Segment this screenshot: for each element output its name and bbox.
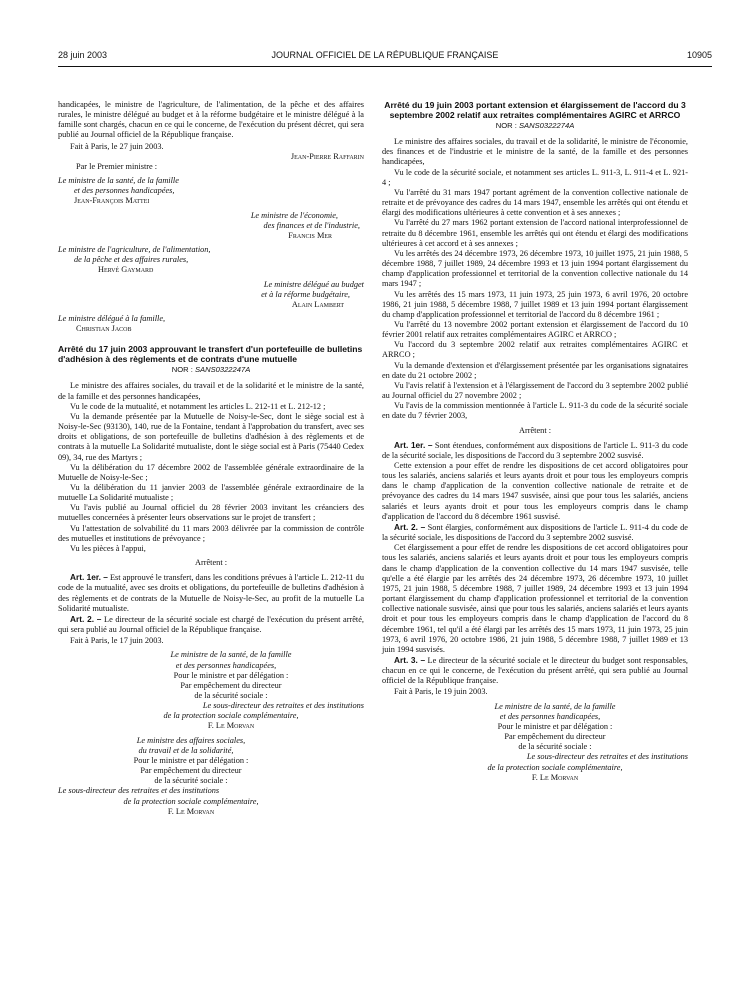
paragraph: Vu la demande présentée par la Mutuelle de Noisy-le-Sec, dont le siège social est à Noisy-le-Sec (93130), 140, rue de la Fontaine, tendant à l'approbation du transfert, avec ses droits et obligations, de son portefeuille de bulletins d'adhésion à des règlements et de contrats à la mutuelle La Solidarité mutualiste, dont le siège social est à Paris (75440 Cedex 09), 34, rue des Martyrs ;	[58, 411, 364, 462]
signatory-line: de la protection sociale complémentaire,	[163, 711, 299, 721]
signatory-line: Pour le ministre et par délégation :	[173, 670, 289, 680]
paragraph: Vu l'arrêté du 31 mars 1947 portant agrément de la convention collective nationale de retraite et de prévoyance des cadres du 14 mars 1947, ensemble les arrêtés qui ont étendu et élargi des modifications ultérieures à cette convention et à ses annexes ;	[382, 187, 688, 218]
minister-title: Le ministre de l'économie,	[250, 210, 338, 220]
signatory-line: Le sous-directeur des retraites et des institutions	[202, 701, 364, 711]
article-1: Art. 1er. – Sont étendues, conformément aux dispositions de l'article L. 911-3 du code de la sécurité sociale, les dispositions de l'accord du 3 septembre 2002 susvisé.	[382, 439, 688, 460]
signatory-line: et des personnes handicapées,	[499, 711, 601, 721]
minister-title: Le ministre de la santé, de la famille	[58, 176, 179, 186]
signature-name: F. Le Morvan	[207, 721, 255, 731]
article-label: Art. 2. –	[394, 521, 426, 532]
paragraph: Vu le code de la mutualité, et notamment les articles L. 212-11 et L. 212-12 ;	[70, 401, 326, 411]
signatory-line: Par empêchement du directeur	[504, 732, 606, 742]
article-2: Art. 2. – Le directeur de la sécurité sociale est chargé de l'exécution du présent arrêté, qui sera publié au Journal officiel de la République française.	[58, 613, 364, 635]
arretent-heading: Arrêtent :	[194, 558, 228, 568]
minister-title: et à la réforme budgétaire,	[261, 289, 350, 299]
arrete-title: Arrêté du 17 juin 2003 approuvant le transfert d'un portefeuille de bulletins d'adhésion à des règlements et de contrats d'une mutuelle	[58, 344, 363, 365]
paragraph: Vu les pièces à l'appui,	[70, 543, 146, 553]
signature-prime-minister: Jean-Pierre Raffarin	[290, 151, 364, 161]
article-label: Art. 1er. –	[70, 572, 108, 583]
signatory-line: Le sous-directeur des retraites et des institutions	[58, 786, 220, 796]
signature-name: F. Le Morvan	[531, 772, 579, 782]
header-rule	[58, 66, 712, 67]
paragraph: Vu l'attestation de solvabilité du 11 mars 2003 délivrée par la commission de contrôle des mutuelles et institutions de prévoyance ;	[58, 523, 364, 543]
signature-name: Christian Jacob	[76, 324, 132, 334]
signatory-line: de la sécurité sociale :	[194, 690, 268, 700]
journal-title: JOURNAL OFFICIEL DE LA RÉPUBLIQUE FRANÇAISE	[271, 50, 499, 60]
signatory-line: Pour le ministre et par délégation :	[497, 721, 613, 731]
article-1: Art. 1er. – Est approuvé le transfert, dans les conditions prévues à l'article L. 212-11 du code de la mutualité, avec ses droits et obligations, du portefeuille de bulletins d'adhésion à des règlements et de contrats de la Mutuelle de Noisy-le-Sec, au profit de la mutuelle La Solidarité mutualiste.	[58, 572, 364, 613]
paragraph: Vu l'arrêté du 27 mars 1962 portant extension de l'accord national interprofessionnel de retraite du 8 décembre 1961, ensemble les arrêtés qui ont étendu et élargi des modifications ultérieures à cet accord et à ses annexes ;	[382, 218, 688, 248]
minister-title: et des personnes handicapées,	[74, 186, 175, 196]
minister-title: Le ministre de l'agriculture, de l'alimentation,	[58, 245, 211, 255]
header-date: 28 juin 2003	[58, 50, 108, 60]
page-number: 10905	[686, 50, 712, 60]
paragraph: Le ministre des affaires sociales, du travail et de la solidarité, le ministre de l'économie, des finances et de l'industrie et le ministre de la santé, de la famille et des personnes handicapées,	[382, 137, 688, 167]
paragraph: Vu le code de la sécurité sociale, et notamment ses articles L. 911-3, L. 911-4 et L. 921-4 ;	[382, 167, 688, 187]
signatory-line: de la sécurité sociale :	[518, 742, 592, 752]
signatory-line: Le sous-directeur des retraites et des institutions	[526, 752, 688, 762]
paragraph: Vu les arrêtés des 15 mars 1973, 11 juin 1973, 25 juin 1973, 6 avril 1976, 20 octobre 1986, 21 juin 1988, 5 décembre 1988, 7 juillet 1989 et 13 juin 1994 portant élargissement du champ d'application professionnel et territorial de l'accord du 8 décembre 1961 ;	[382, 289, 688, 319]
article-2: Art. 2. – Sont élargies, conformément aux dispositions de l'article L. 911-4 du code de la sécurité sociale, les dispositions de l'accord du 3 septembre 2002 susvisé.	[382, 521, 688, 543]
signatory-line: Le ministre des affaires sociales,	[136, 735, 246, 745]
signing-date: Fait à Paris, le 27 juin 2003.	[70, 141, 164, 151]
paragraph: Vu l'arrêté du 13 novembre 2002 portant extension et élargissement de l'accord du 10 février 2001 relatif aux retraites complémentaires AGIRC et ARRCO ;	[382, 319, 688, 340]
signatory-line: de la sécurité sociale :	[154, 776, 228, 786]
paragraph: Vu l'avis relatif à l'extension et à l'élargissement de l'accord du 3 septembre 2002 publié au Journal officiel du 27 novembre 2002 ;	[382, 380, 688, 401]
signature-name: Alain Lambert	[291, 299, 344, 309]
article-3: Art. 3. – Le directeur de la sécurité sociale et le directeur du budget sont responsables, chacun en ce qui le concerne, de l'exécution du présent arrêté, qui sera publié au Journal officiel de la République française.	[382, 654, 689, 686]
paragraph: Vu la délibération du 17 décembre 2002 de l'assemblée générale extraordinaire de la Mutuelle de Noisy-le-Sec ;	[58, 462, 364, 482]
paragraph: Vu l'avis publié au Journal officiel du 28 février 2003 invitant les créanciers des mutuelles concernées à présenter leurs observations sur le projet de transfert ;	[58, 503, 364, 523]
paragraph: Cet élargissement a pour effet de rendre les dispositions de cet accord obligatoires pour tous les salariés, anciens salariés et leurs ayants droit et pour tous les employeurs compris dans le champ d'application de la convention collective du 14 mars 1947 susvisée, telle qu'elle a été élargie par les arrêtés des 24 décembre 1973, 26 décembre 1973, 10 juillet 1975, 21 juin 1988, 5 décembre 1988, 7 juillet 1989, 24 décembre 1993 et 13 juin 1994 portant élargissement du champ d'application professionnel et territorial de la convention collective nationale susvisée, ainsi que pour tous les salariés, anciens salariés et leurs ayants droit et pour tous les employeurs compris dans le champ d'application de l'accord du 8 décembre 1961, tel qu'il a été élargi par les arrêtés des 15 mars 1973, 11 juin 1973, 25 juin 1973, 6 avril 1976, 20 octobre 1986, 21 juin 1988, 5 décembre 1988, 7 juillet 1989 et 13 juin 1994 susvisés.	[382, 543, 688, 654]
article-label: Art. 3. –	[394, 654, 426, 665]
signatory-line: Par empêchement du directeur	[140, 766, 242, 776]
signature-name: F. Le Morvan	[167, 806, 215, 816]
by-prime-minister: Par le Premier ministre :	[76, 161, 158, 171]
paragraph: Vu la demande d'extension et d'élargissement présentée par les organisations signataires en date du 21 octobre 2002 ;	[382, 360, 688, 380]
signature-name: Hervé Gaymard	[98, 265, 154, 275]
paragraph: Le ministre des affaires sociales, du travail et de la solidarité et le ministre de la santé, de la famille et des personnes handicapées,	[58, 381, 364, 401]
article-label: Art. 1er. –	[394, 439, 433, 450]
signatory-line: de la protection sociale complémentaire,	[487, 762, 623, 772]
signature-name: Francis Mer	[288, 230, 332, 240]
signatory-line: Pour le ministre et par délégation :	[133, 755, 249, 765]
minister-title: des finances et de l'industrie,	[263, 220, 360, 230]
paragraph: Vu l'avis de la commission mentionnée à l'article L. 911-3 du code de la sécurité sociale en date du 7 février 2003,	[382, 401, 688, 421]
signatory-line: Le ministre de la santé, de la famille	[170, 650, 292, 660]
article-label: Art. 2. –	[70, 613, 102, 624]
paragraph: Vu les arrêtés des 24 décembre 1973, 26 décembre 1973, 10 juillet 1975, 21 juin 1988, 5 décembre 1988, 7 juillet 1989, 24 décembre 1993 et 13 juin 1994 portant élargissement du champ d'application professionnel et territorial de la convention collective nationale du 14 mars 1947 ;	[382, 248, 688, 289]
arretent-heading: Arrêtent :	[518, 425, 552, 435]
nor-reference: NOR : SANS0322247A	[171, 365, 251, 375]
right-column	[382, 100, 688, 783]
signatory-line: de la protection sociale complémentaire,	[123, 796, 259, 806]
paragraph: Cette extension a pour effet de rendre les dispositions de cet accord obligatoires pour tous les salariés, anciens salariés et leurs ayants droit et pour tous les employeurs compris dans le champ d'application de la convention collective nationale de retraite et de prévoyance des cadres du 14 mars 1947 susvisée, ainsi que pour tous les salariés, anciens salariés et leurs ayants droit et pour tous les employeurs compris dans le champ d'application de l'accord du 8 décembre 1961 susvisé.	[382, 461, 688, 521]
minister-title: de la pêche et des affaires rurales,	[74, 255, 189, 265]
signing-date: Fait à Paris, le 17 juin 2003.	[70, 636, 164, 646]
decree-closing-paragraph: handicapées, le ministre de l'agriculture, de l'alimentation, de la pêche et des affaires rurales, le ministre délégué au budget et à la réforme budgétaire et le ministre délégué à la famille sont chargés, chacun en ce qui le concerne, de l'exécution du présent décret, qui sera publié au Journal officiel de la République française.	[58, 100, 364, 140]
signature-name: Jean-François Mattei	[74, 196, 150, 206]
left-column	[58, 100, 364, 817]
signatory-line: et des personnes handicapées,	[175, 660, 277, 670]
paragraph: Vu la délibération du 11 janvier 2003 de l'assemblée générale extraordinaire de la mutuelle La Solidarité mutualiste ;	[58, 483, 364, 503]
signatory-line: Le ministre de la santé, de la famille	[494, 701, 616, 711]
page-header	[58, 50, 712, 64]
paragraph: Vu l'accord du 3 septembre 2002 relatif aux retraites complémentaires AGIRC et ARRCO ;	[382, 340, 688, 360]
signatory-line: Par empêchement du directeur	[180, 680, 282, 690]
minister-title: Le ministre délégué au budget	[263, 279, 364, 289]
arrete-title: Arrêté du 19 juin 2003 portant extension et élargissement de l'accord du 3 septembre 2002 relatif aux retraites complémentaires AGIRC et ARRCO	[384, 100, 686, 120]
nor-reference: NOR : SANS0322274A	[495, 121, 575, 130]
signing-date: Fait à Paris, le 19 juin 2003.	[394, 687, 488, 697]
signatory-line: du travail et de la solidarité,	[138, 745, 234, 755]
minister-title: Le ministre délégué à la famille,	[58, 313, 166, 323]
